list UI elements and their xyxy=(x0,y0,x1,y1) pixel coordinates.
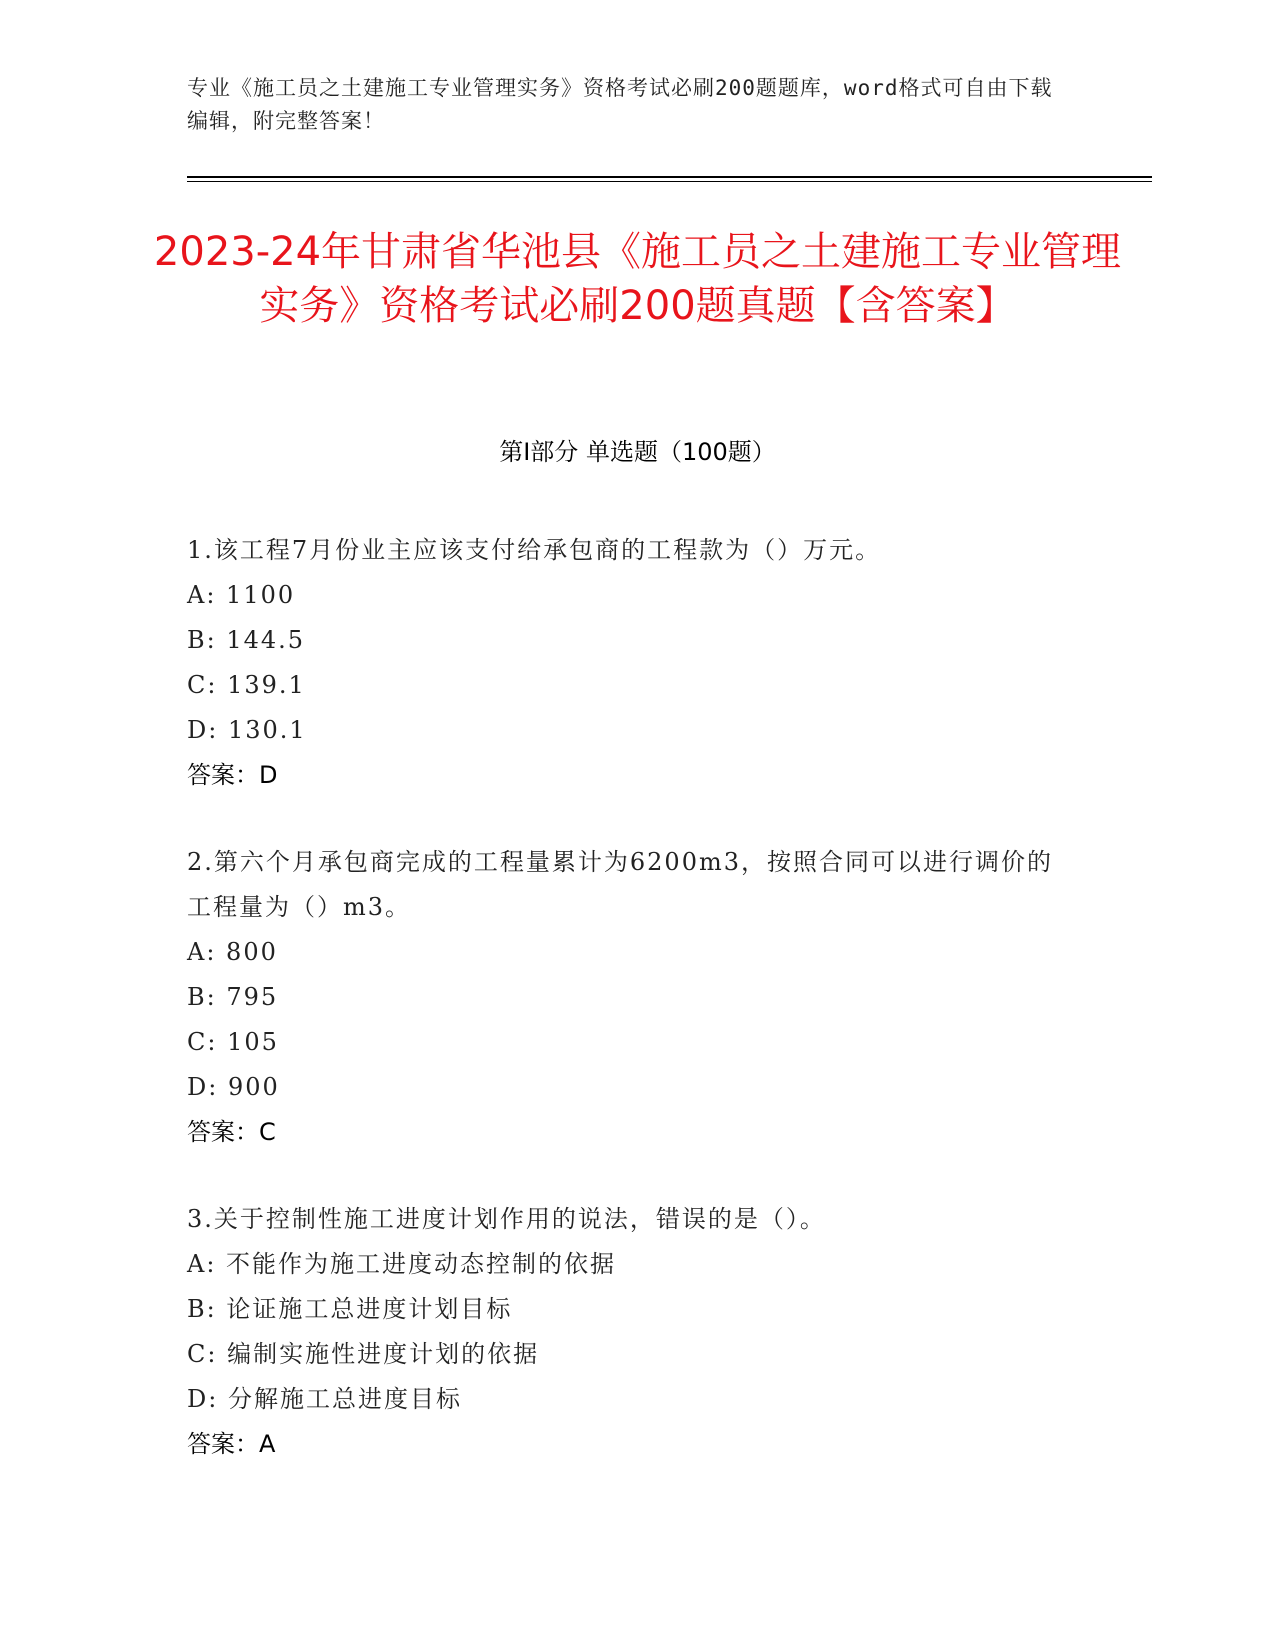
question-stem: 3.关于控制性施工进度计划作用的说法，错误的是（）。 xyxy=(187,1205,826,1233)
option-d: D: 900 xyxy=(187,1073,280,1101)
option-a: A: 不能作为施工进度动态控制的依据 xyxy=(187,1250,617,1278)
option-b: B: 论证施工总进度计划目标 xyxy=(187,1295,513,1323)
header-divider-thin xyxy=(187,181,1152,182)
option-c: C: 105 xyxy=(187,1028,279,1056)
document-title: 2023-24年甘肃省华池县《施工员之土建施工专业管理实务》资格考试必刷200题真题【含答案】 xyxy=(153,229,1122,329)
question-2 xyxy=(187,840,1067,1155)
answer: 答案：C xyxy=(187,1118,276,1146)
header-note: 专业《施工员之土建施工专业管理实务》资格考试必刷200题题库，word格式可自由下载编辑，附完整答案！ xyxy=(187,76,1053,133)
question-1 xyxy=(187,528,1067,798)
section-title: 第Ⅰ部分 单选题（100题） xyxy=(499,438,776,466)
answer: 答案：D xyxy=(187,761,278,789)
question-stem: 2.第六个月承包商完成的工程量累计为6200m3，按照合同可以进行调价的工程量为（）m3。 xyxy=(187,848,1054,921)
header-divider-thick xyxy=(187,176,1152,178)
option-c: C: 139.1 xyxy=(187,671,306,699)
option-b: B: 795 xyxy=(187,983,279,1011)
option-a: A: 1100 xyxy=(187,581,296,609)
option-d: D: 分解施工总进度目标 xyxy=(187,1385,462,1413)
question-stem: 1.该工程7月份业主应该支付给承包商的工程款为（）万元。 xyxy=(187,536,882,564)
option-d: D: 130.1 xyxy=(187,716,307,744)
option-a: A: 800 xyxy=(187,938,278,966)
question-3 xyxy=(187,1197,1067,1467)
answer: 答案：A xyxy=(187,1430,276,1458)
question-list xyxy=(187,528,1067,1509)
option-c: C: 编制实施性进度计划的依据 xyxy=(187,1340,540,1368)
option-b: B: 144.5 xyxy=(187,626,306,654)
